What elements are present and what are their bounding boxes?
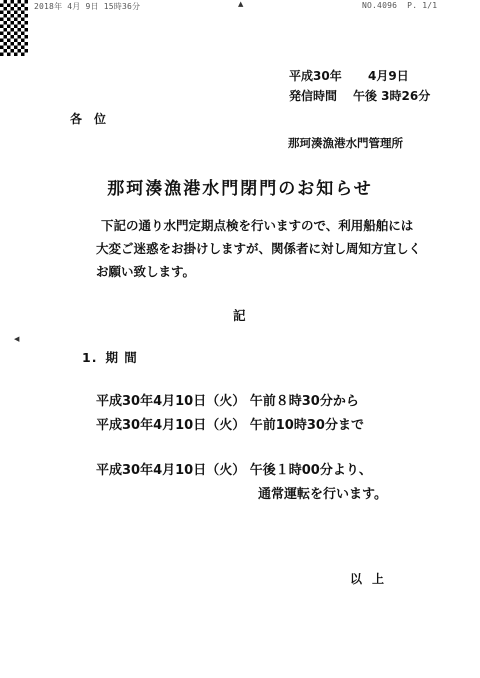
checkerboard-edge-mark [0, 0, 28, 56]
fax-timestamp: 2018年 4月 9日 15時36分 [34, 2, 141, 11]
fax-number: NO.4096 [362, 1, 398, 10]
section-number: 1. [82, 350, 98, 365]
body-line-3: お願い致します。 [96, 264, 196, 279]
send-time-value: 午後 3時26分 [353, 89, 431, 103]
fax-number-page [362, 1, 437, 10]
sender: 那珂湊漁港水門管理所 [288, 136, 403, 150]
send-time-label: 発信時間 [289, 89, 338, 103]
fax-page: P. 1/1 [407, 1, 438, 10]
closing-mark: 以上 [350, 572, 395, 586]
ki-heading: 記 [233, 308, 246, 323]
date-month-day: 4月9日 [368, 69, 409, 83]
side-marker-icon: ◀ [14, 335, 20, 343]
schedule-text: 午前10時30分まで [249, 418, 364, 433]
schedule-date: 平成30年4月10日（火） [96, 418, 246, 433]
schedule-line [96, 459, 372, 478]
schedule-text: 午前８時30分から [249, 394, 359, 409]
schedule-text: 午後１時00分より、 [249, 463, 372, 478]
body-line-2: 大変ご迷惑をお掛けしますが、関係者に対し周知方宜しく [96, 241, 422, 256]
section-heading [82, 348, 138, 366]
document-title: 那珂湊漁港水門閉門のお知らせ [107, 179, 373, 199]
fax-marker-icon: ▲ [238, 0, 244, 8]
schedule-line [96, 390, 359, 409]
schedule-date: 平成30年4月10日（火） [96, 463, 246, 478]
date-era: 平成30年 [289, 69, 342, 83]
recipient: 各位 [70, 112, 119, 126]
schedule-note: 通常運転を行います。 [258, 487, 387, 502]
body-line-1: 下記の通り水門定期点検を行いますので、利用船舶には [101, 218, 414, 233]
schedule-line [96, 414, 364, 433]
section-label: 期 間 [105, 350, 138, 365]
schedule-date: 平成30年4月10日（火） [96, 394, 246, 409]
